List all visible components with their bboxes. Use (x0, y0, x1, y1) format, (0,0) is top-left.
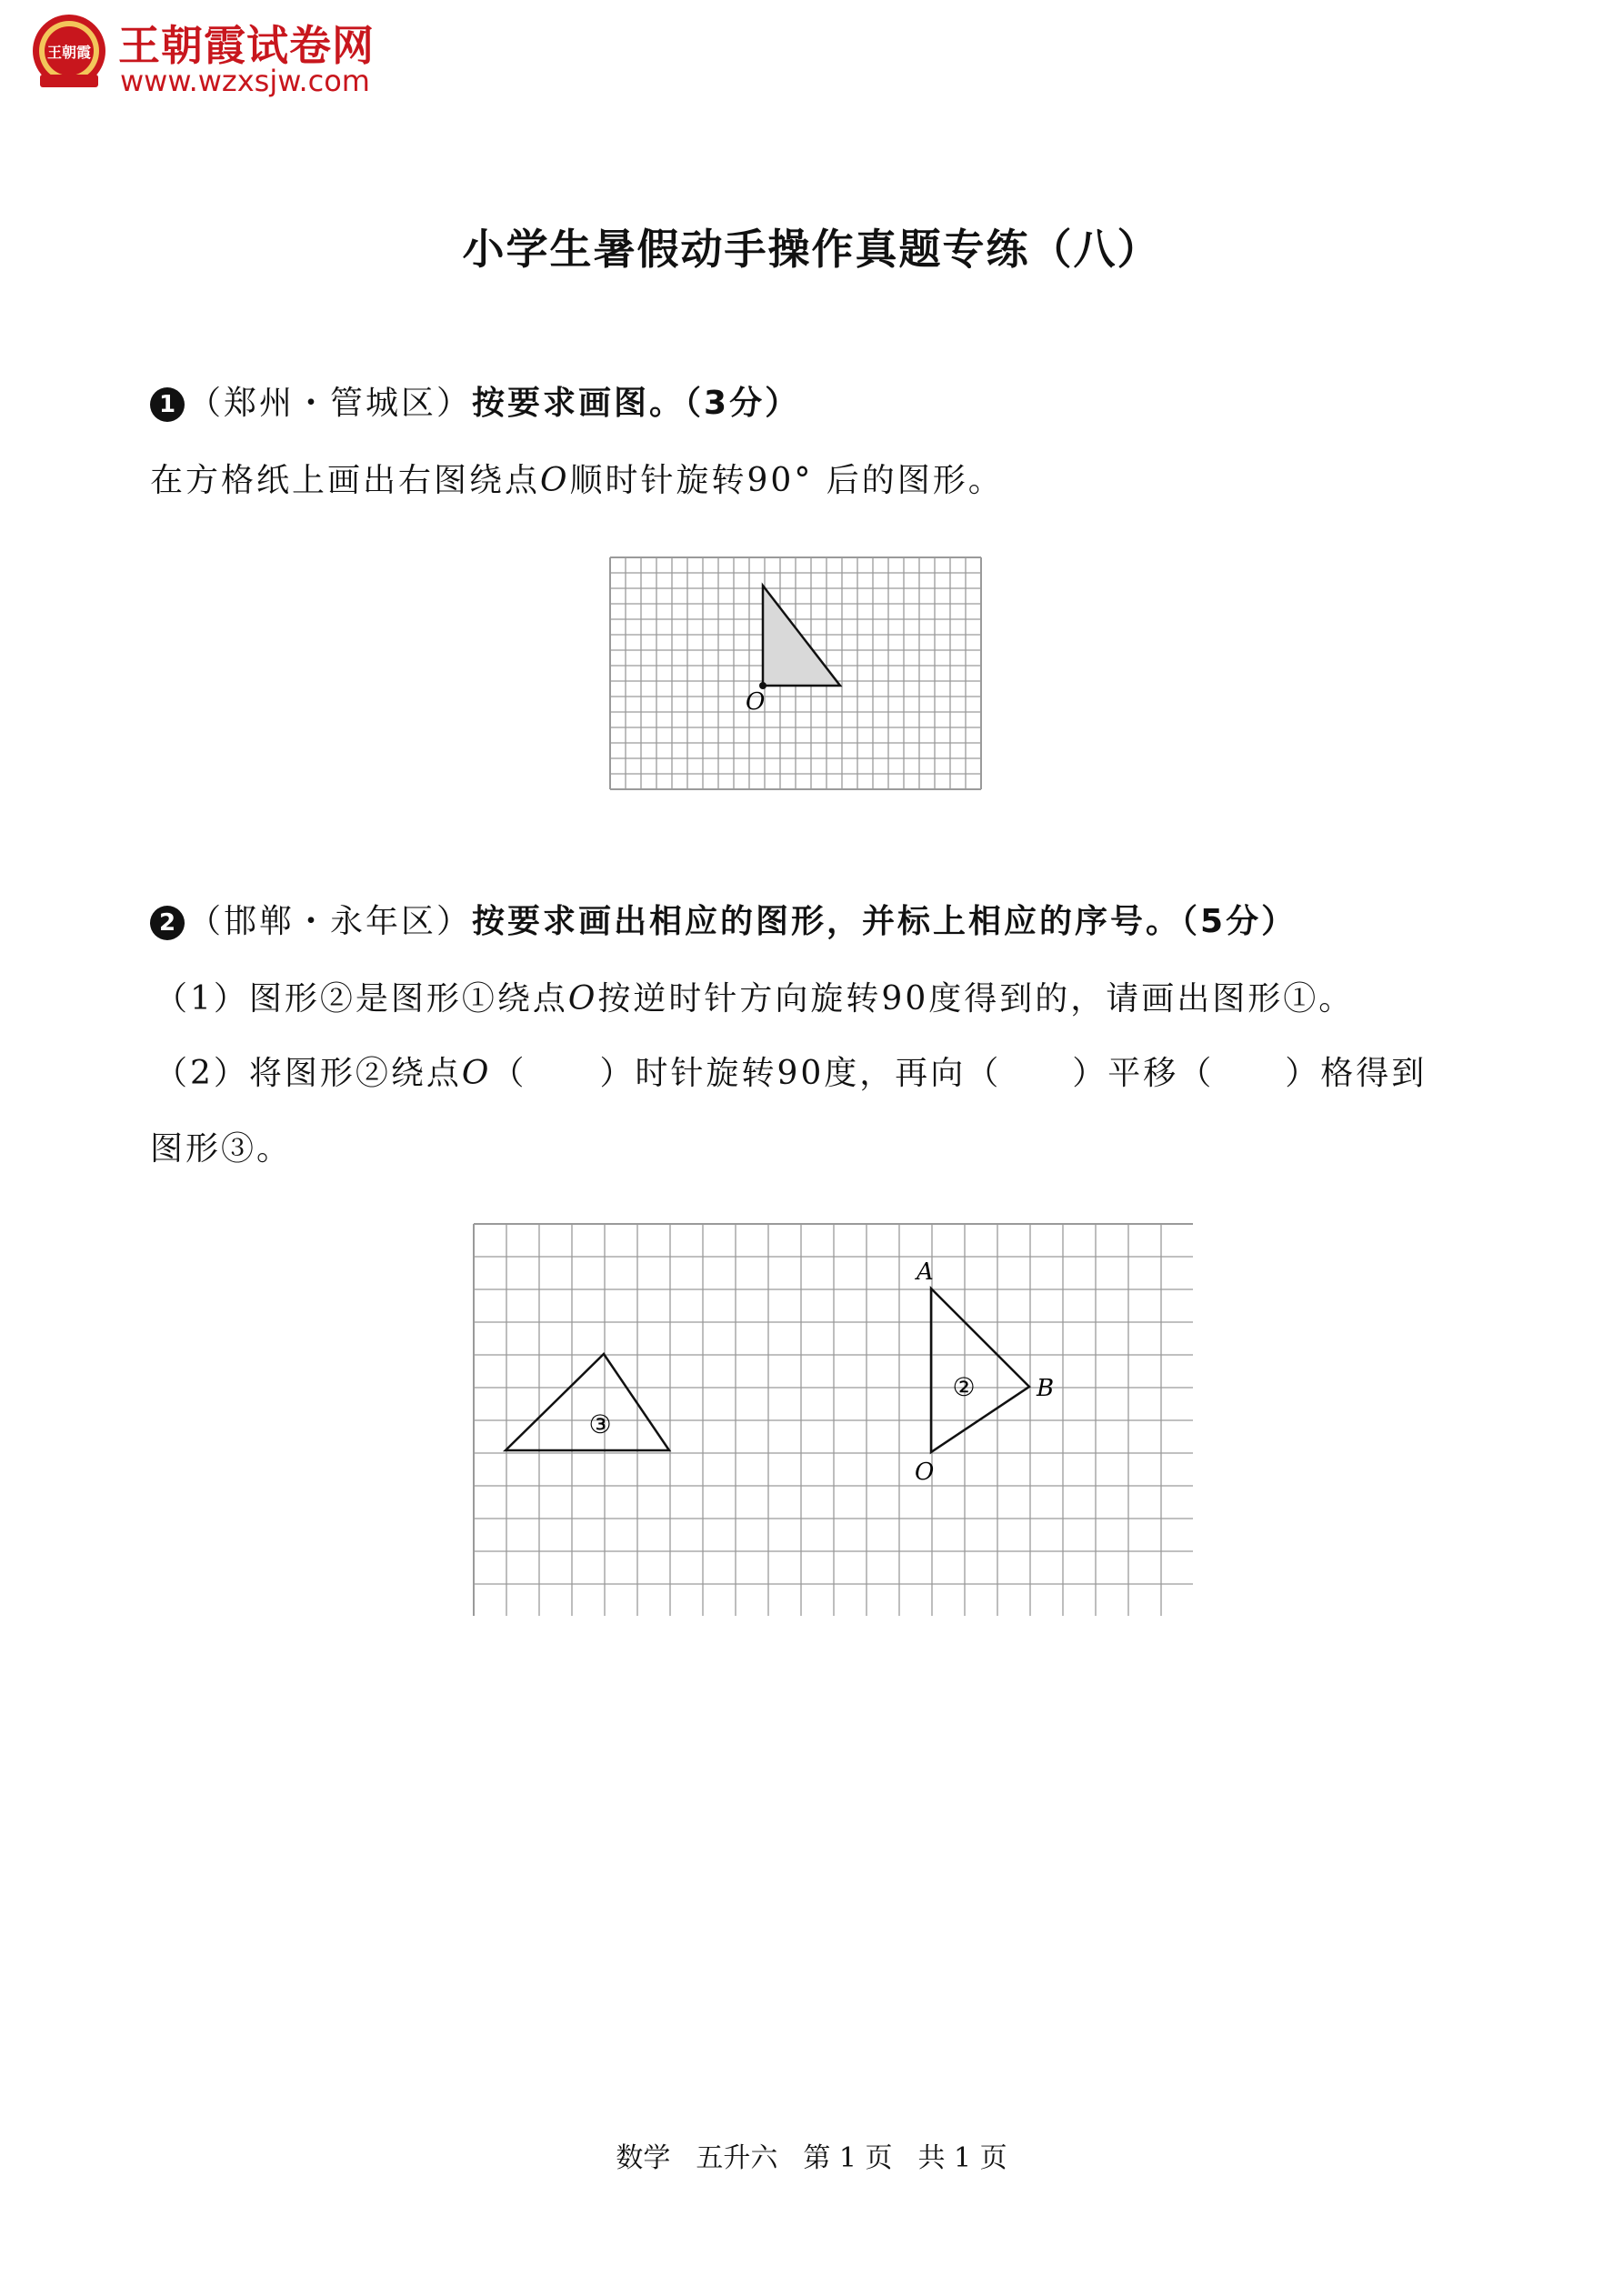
q1-heading (150, 377, 800, 424)
shape-3-triangle (506, 1354, 669, 1450)
footer-grade: 五升六 (696, 2142, 778, 2174)
footer-subject: 数学 (616, 2142, 671, 2174)
q2-grid-figure (473, 1223, 1193, 1616)
q2-part1 (155, 973, 1354, 1019)
site-url: www.wzxsjw.com (120, 64, 370, 98)
q1-figure-label-o: O (746, 688, 766, 716)
point-a-label: A (917, 1258, 934, 1286)
q1-region: （郑州・管城区） (188, 385, 473, 422)
point-b-label: B (1037, 1375, 1055, 1402)
point-o-label: O (915, 1459, 935, 1486)
site-logo-badge (27, 11, 111, 95)
page-title: 小学生暑假动手操作真题专练（八） (462, 225, 1161, 274)
site-name: 王朝霞试卷网 (118, 21, 375, 70)
q2-part2-a: （2）将图形②绕点 (155, 1055, 462, 1092)
q2-part1-b: 按逆时针方向旋转90度得到的，请画出图形①。 (597, 980, 1355, 1018)
q2-part2-d: ）平移（ (1072, 1055, 1215, 1092)
q2-part2 (155, 1048, 1427, 1094)
q2-part2-e: ）格得到 (1285, 1055, 1428, 1092)
q1-triangle (763, 586, 840, 686)
q2-number-badge: 2 (150, 906, 185, 940)
footer-total: 共 1 页 (917, 2142, 1007, 2174)
q2-region: （邯郸・永年区） (188, 903, 473, 940)
footer-page: 第 1 页 (803, 2142, 893, 2174)
q2-part2-b: （ (491, 1055, 527, 1092)
q1-grid-figure (609, 556, 991, 791)
logo-badge-text: 王朝霞 (46, 44, 92, 61)
q1-point-o: O (540, 462, 570, 499)
page-footer (0, 2135, 1623, 2175)
q2-part2-end: 图形③。 (150, 1130, 293, 1168)
q2-part2-c: ）时针旋转90度，再向（ (599, 1055, 1002, 1092)
q1-instruction-a: 在方格纸上画出右图绕点 (150, 462, 541, 499)
shape-3-label: ③ (588, 1409, 612, 1439)
shape-2-label: ② (952, 1372, 976, 1402)
q2-part1-a: （1）图形②是图形①绕点 (155, 980, 568, 1018)
q2-part1-o: O (567, 980, 598, 1018)
q1-requirement: 按要求画图。（3分） (472, 385, 801, 422)
q2-heading (150, 896, 1297, 942)
q2-grid (474, 1224, 1193, 1616)
q1-instruction-b: 顺时针旋转90° 后的图形。 (569, 462, 1004, 499)
q1-number-badge: 1 (150, 387, 185, 422)
q2-part2-o: O (461, 1055, 492, 1092)
q2-requirement: 按要求画出相应的图形，并标上相应的序号。（5分） (472, 903, 1297, 940)
q1-instruction (150, 455, 1004, 501)
shape-2-triangle (931, 1288, 1029, 1452)
